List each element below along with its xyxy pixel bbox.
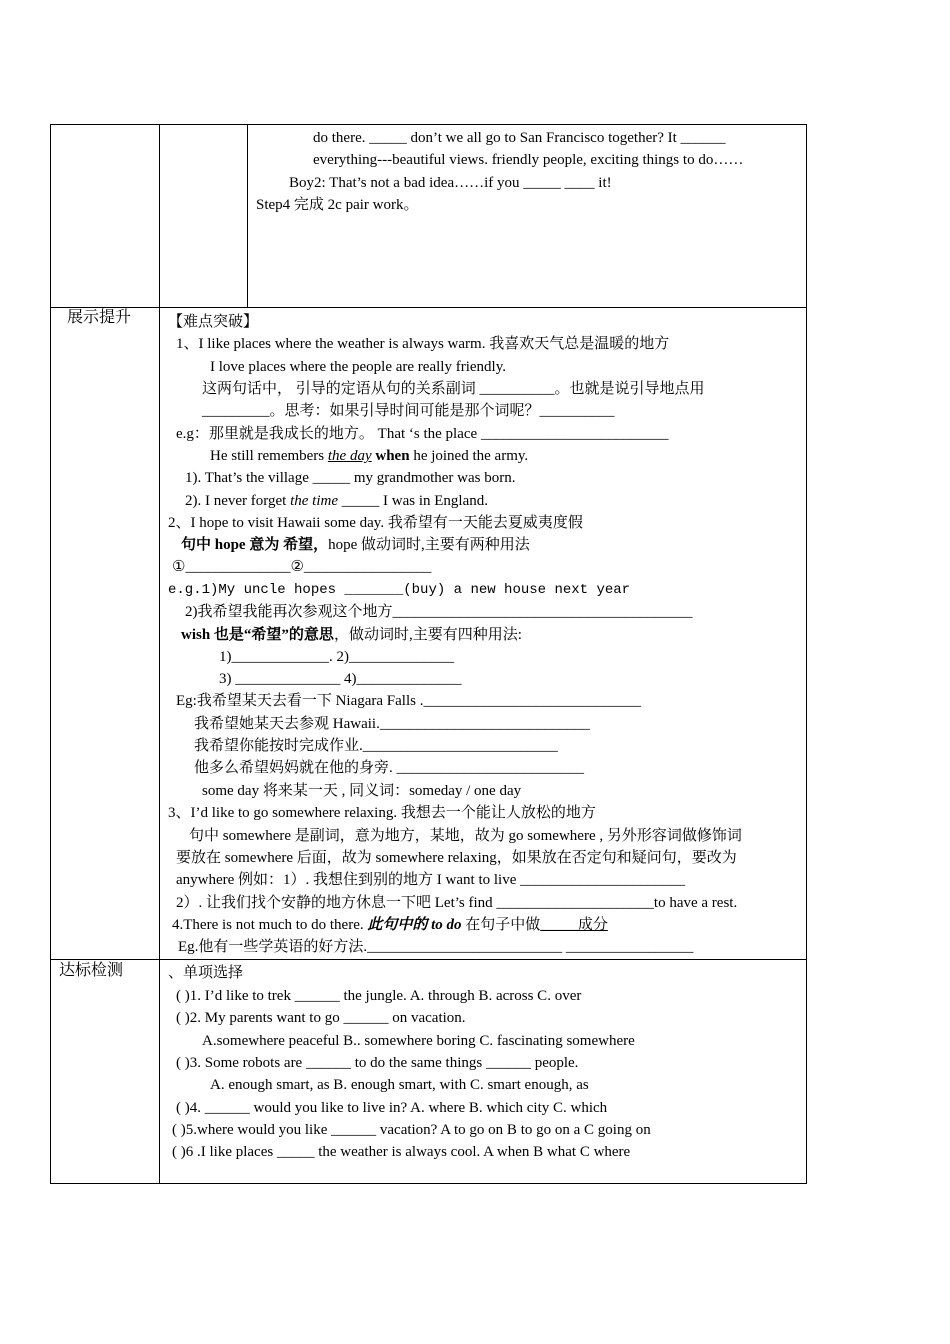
quiz-q3: ( )3. Some robots are ______ to do the same things ______ people. bbox=[176, 1055, 579, 1071]
wish-usage-3-4: 3) ______________ 4)______________ bbox=[219, 671, 462, 687]
point-2: 2、I hope to visit Hawaii some day. 我希望有一天能去夏威夷度假 bbox=[168, 515, 583, 531]
text-underlined: the day bbox=[327, 448, 372, 464]
row-divider-1 bbox=[50, 307, 807, 308]
exercise-1: 1). That’s the village _____ my grandmother was born. bbox=[185, 470, 516, 486]
text: _____ I was in England. bbox=[338, 493, 488, 509]
quiz-q6: ( )6 .I like places _____ the weather is always cool. A when B what C where bbox=[172, 1144, 631, 1160]
point-3: 3、I’d like to go somewhere relaxing. 我想去一个能让人放松的地方 bbox=[168, 805, 596, 821]
exercise-2 bbox=[185, 491, 488, 511]
point-1-eg: e.g：那里就是我成长的地方。 That ‘s the place _________________________ bbox=[176, 426, 669, 442]
point-3-explain-4: 2）. 让我们找个安静的地方休息一下吧 Let’s find _____________________to have a rest. bbox=[176, 895, 738, 911]
wish-usage-1-2: 1)_____________. 2)______________ bbox=[219, 649, 454, 665]
text: He still remembers bbox=[210, 448, 328, 464]
text: hope 做动词时,主要有两种用法 bbox=[328, 537, 530, 553]
text: 2). I never forget bbox=[185, 493, 291, 509]
point-4-eg: Eg.他有一些学英语的好方法.__________________________ _________________ bbox=[178, 939, 694, 955]
point-2-eg1: e.g.1)My uncle hopes _______(buy) a new house next year bbox=[168, 582, 631, 598]
text-bold: wish 也是“希望”的意思 bbox=[181, 627, 334, 643]
wish-eg-4: 他多么希望妈妈就在他的身旁. _________________________ bbox=[194, 760, 585, 776]
row2-label: 展示提升 bbox=[67, 309, 132, 326]
table-top-border bbox=[50, 124, 807, 125]
quiz-q4: ( )4. ______ would you like to live in? A. where B. which city C. which bbox=[176, 1100, 608, 1116]
point-1-explain: 这两句话中， 引导的定语从句的关系副词 __________。也就是说引导地点用 bbox=[202, 381, 705, 397]
quiz-q5: ( )5.where would you like ______ vacation? A to go on B to go on a C going on bbox=[172, 1122, 651, 1138]
quiz-q1: ( )1. I’d like to trek ______ the jungle. A. through B. across C. over bbox=[176, 988, 582, 1004]
wish-eg-2: 我希望她某天去参观 Hawaii.____________________________ bbox=[194, 716, 590, 732]
row-divider-2 bbox=[50, 959, 807, 960]
row1-line-1: do there. _____ don’t we all go to San Francisco together? It ______ bbox=[313, 130, 726, 146]
quiz-q2-options: A.somewhere peaceful B.. somewhere boring C. fascinating somewhere bbox=[202, 1033, 635, 1049]
text-italic: the time bbox=[290, 493, 339, 509]
row1-line-3: Boy2: That’s not a bad idea……if you _____ ____ it! bbox=[289, 175, 612, 191]
point-3-explain-3: anywhere 例如：1）. 我想住到别的地方 I want to live ______________________ bbox=[176, 872, 686, 888]
quiz-q3-options: A. enough smart, as B. enough smart, with C. smart enough, as bbox=[210, 1077, 589, 1093]
row3-label: 达标检测 bbox=[59, 962, 124, 979]
point-1-think: _________。思考：如果引导时间可能是那个词呢？__________ bbox=[202, 403, 615, 419]
section-heading: 【难点突破】 bbox=[168, 314, 259, 330]
point-3-explain-1: 句中 somewhere 是副词，意为地方，某地，故为 go somewhere , 另外形容词做修饰词 bbox=[189, 828, 742, 844]
text-bold: when bbox=[371, 448, 410, 464]
point-4 bbox=[172, 915, 608, 935]
text: 在句子中做 bbox=[461, 917, 541, 933]
point-1-eg2 bbox=[210, 446, 528, 466]
text-bold-italic: 此句中的 to do bbox=[367, 917, 462, 933]
point-3-explain-2: 要放在 somewhere 后面，故为 somewhere relaxing，如果放在否定句和疑问句，要改为 bbox=[176, 850, 737, 866]
table-bottom-border bbox=[50, 1183, 807, 1184]
point-2-wish bbox=[181, 625, 522, 645]
table-right-border bbox=[806, 124, 807, 1183]
text: ，做动词时,主要有四种用法: bbox=[333, 627, 522, 643]
point-1-example: I love places where the people are really friendly. bbox=[210, 359, 506, 375]
point-2-eg2: 2)我希望我能再次参观这个地方________________________________________ bbox=[185, 604, 693, 620]
text-underlined: _____成分 bbox=[540, 917, 608, 933]
wish-eg-3: 我希望你能按时完成作业.__________________________ bbox=[194, 738, 558, 754]
point-2-blanks: ①______________②_________________ bbox=[172, 559, 432, 575]
point-1: 1、I like places where the weather is always warm. 我喜欢天气总是温暖的地方 bbox=[176, 336, 670, 352]
point-2-hope bbox=[181, 535, 530, 555]
col-divider-2 bbox=[247, 124, 248, 307]
some-day-note: some day 将来某一天 , 同义词：someday / one day bbox=[202, 783, 522, 799]
text-bold: 句中 hope 意为 希望， bbox=[181, 537, 329, 553]
quiz-q2: ( )2. My parents want to go ______ on vacation. bbox=[176, 1010, 466, 1026]
text: 4.There is not much to do there. bbox=[172, 917, 368, 933]
row1-line-4: Step4 完成 2c pair work。 bbox=[256, 197, 419, 213]
table-left-border bbox=[50, 124, 51, 1183]
row1-line-2: everything---beautiful views. friendly people, exciting things to do…… bbox=[313, 152, 744, 168]
text: he joined the army. bbox=[409, 448, 529, 464]
quiz-title: 、单项选择 bbox=[168, 965, 244, 981]
wish-eg-1: Eg:我希望某天去看一下 Niagara Falls ._____________________________ bbox=[176, 693, 641, 709]
col-divider-1 bbox=[159, 124, 160, 1183]
